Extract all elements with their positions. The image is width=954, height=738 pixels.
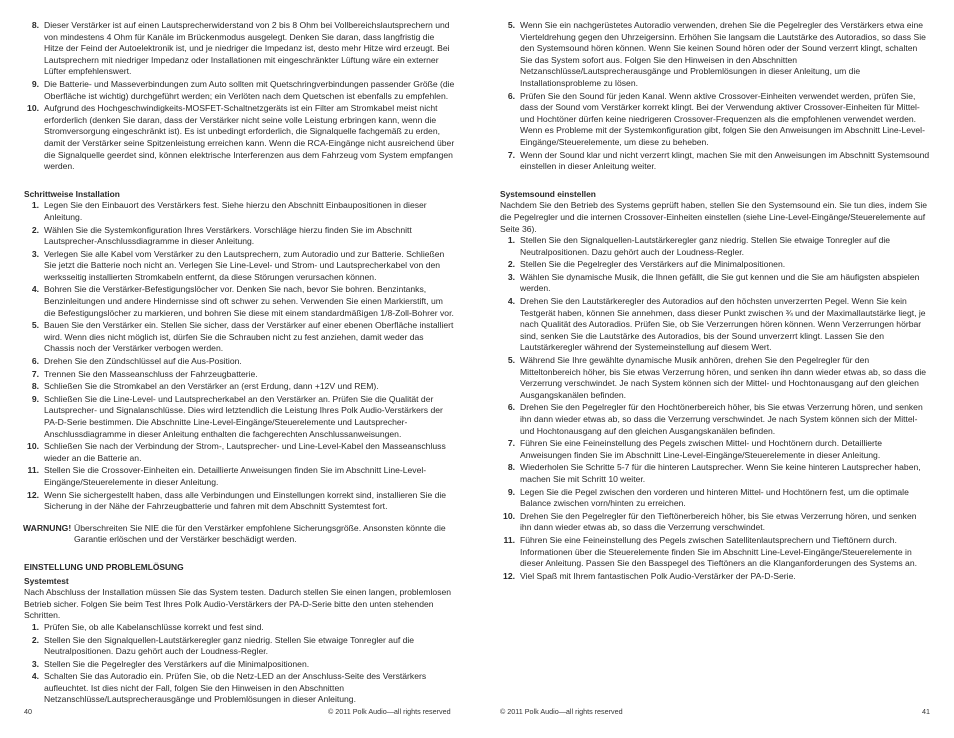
item-number: 12. bbox=[503, 570, 515, 581]
item-text: Wählen Sie die Systemkonfiguration Ihres Verstärkers. Vorschläge hierzu finden Sie im Abschnitt Lautsprecher-Anschlussdiagramme in dieser Anleitung. bbox=[44, 224, 412, 247]
item-number: 3. bbox=[31, 248, 39, 259]
warning-text: Überschreiten Sie NIE die für den Verstärker empfohlene Sicherungsgröße. Ansonsten könnte die Garantie erlöschen und der Verstärker beschädigt werden. bbox=[74, 522, 446, 545]
item-text: Schließen Sie nach der Verbindung der Strom-, Lautsprecher- und Line-Level-Kabel den Masseanschluss wieder an die Batterie an. bbox=[44, 441, 446, 463]
item-number: 9. bbox=[31, 393, 39, 404]
item-number: 4. bbox=[507, 296, 515, 307]
list-item bbox=[500, 235, 930, 258]
item-text: Führen Sie eine Feineinstellung des Pegels zwischen Satellitenlautsprechern und Tieftönern durch. Informationen über die Steuerelemente finden Sie im Abschnitt Line-Level-Eingänge/Steuerelemente in dieser Anleitung. Passen Sie den Basspegel des Tieftöners an die Klanganforderungen des Systems an. bbox=[520, 534, 918, 569]
list-item bbox=[500, 91, 930, 149]
item-number: 1. bbox=[507, 235, 515, 246]
item-text: Verlegen Sie alle Kabel vom Verstärker zu den Lautsprechern, zum Autoradio und zur Batterie. Schließen Sie jetzt die Batterie noch nicht an. Verlegen Sie Line-Level- und Strom- und Lautsprecherkabel von den werksseitig installierten Stromkabeln entfernt, da diese Störungen verursachen können. bbox=[44, 248, 445, 282]
item-text: Stellen Sie die Crossover-Einheiten ein. Detaillierte Anweisungen finden Sie im Abschnitt Line-Level-Eingänge/Steuerelemente in dieser Anleitung. bbox=[44, 465, 427, 487]
sound-list bbox=[500, 235, 930, 582]
item-text: Schließen Sie die Stromkabel an den Verstärker an (erst Erdung, dann +12V und REM). bbox=[44, 381, 379, 392]
list-item bbox=[24, 249, 456, 284]
list-item bbox=[24, 465, 456, 488]
install-heading: Schrittweise Installation bbox=[24, 188, 120, 199]
item-text: Wenn Sie ein nachgerüstetes Autoradio verwenden, drehen Sie die Pegelregler des Verstärkers etwa eine Vierteldrehung gegen den Uhrzeigersinn. Erhöhen Sie langsam die Lautstärke des Autoradios, so dass Sie den Systemsound hören können. Wenn Sie keinen Sound hören oder der Sound verzerrt klingt, schalten Sie das System sofort aus. Folgen Sie den Hinweisen in den Abschnitten Netzanschlüsse/Lautsprecherausgänge und Problemlösungen in dieser Anleitung, um die Installationsprobleme zu lösen. bbox=[520, 20, 926, 88]
item-number: 9. bbox=[31, 78, 39, 89]
item-text: Stellen Sie den Signalquellen-Lautstärkeregler ganz niedrig. Stellen Sie etwaige Tonregler auf die Neutralpositionen. Dazu gehört auch der Loudness-Regler. bbox=[520, 235, 891, 257]
list-item bbox=[24, 284, 456, 319]
warning-block bbox=[24, 523, 456, 546]
item-number: 5. bbox=[507, 355, 515, 366]
item-text: Legen Sie die Pegel zwischen den vorderen und hinteren Mittel- und Hochtönern fest, um die optimale Balance zwischen vorn/hinten zu erreichen. bbox=[520, 486, 909, 509]
item-text: Viel Spaß mit Ihrem fantastischen Polk Audio-Verstärker der PA-D-Serie. bbox=[520, 570, 796, 581]
item-text: Führen Sie eine Feineinstellung des Pegels zwischen Mittel- und Hochtönern durch. Detaillierte Anweisungen finden Sie im Abschnitt Line-Level-Eingänge/Steuerelemente in dieser Anleitung. bbox=[520, 438, 883, 460]
item-text: Schalten Sie das Autoradio ein. Prüfen Sie, ob die Netz-LED an der Anschluss-Seite des Verstärkers aufleuchtet. Ist dies nicht der Fall, folgen Sie den Hinweisen in den Abschnitten Netzanschlüsse/Lautsprecherausgänge und Problemlösungen in dieser Anleitung. bbox=[44, 671, 427, 705]
item-text: Stellen Sie die Pegelregler des Verstärkers auf die Minimalpositionen. bbox=[520, 259, 786, 270]
item-number: 5. bbox=[31, 320, 39, 331]
list-item bbox=[24, 356, 456, 368]
item-number: 10. bbox=[503, 510, 515, 521]
item-number: 11. bbox=[503, 534, 515, 545]
item-text: Schließen Sie die Line-Level- und Lautsprecherkabel an den Verstärker an. Prüfen Sie die Qualität der Lautsprecher- und Signalanschlüsse. Dies wird letztendlich die Leistung Ihres Polk Audio-Verstärkers der PA-D-Serie bestimmen. Die Abschnitte Line-Level-Eingänge/Steuerelemente und Lautsprecher-Anschlussdiagramme in dieser Anleitung enthalten die fachgerechten Anschlussanweisungen. bbox=[44, 393, 443, 439]
left-copyright: © 2011 Polk Audio—all rights reserved bbox=[328, 707, 451, 716]
list-item bbox=[500, 535, 930, 570]
list-item bbox=[24, 490, 456, 513]
item-number: 8. bbox=[507, 462, 515, 473]
list-item bbox=[24, 225, 456, 248]
systest-list-continued bbox=[500, 20, 930, 173]
right-page bbox=[500, 20, 930, 583]
list-item bbox=[24, 103, 456, 173]
item-text: Während Sie Ihre gewählte dynamische Musik anhören, drehen Sie den Pegelregler für den Mitteltonbereich höher, bis Sie etwas Verzerrung hören, und senken ihn dann wieder etwas ab, so dass die Verzerrung verschwindet. Je nach System können sich der Mittel- und Hochtonausgang auf den gleichen Ausgangskanälen befinden. bbox=[520, 355, 927, 400]
item-number: 2. bbox=[507, 259, 515, 270]
intro-list bbox=[24, 20, 456, 173]
list-item bbox=[500, 355, 930, 401]
item-number: 2. bbox=[31, 224, 39, 235]
right-page-number: 41 bbox=[922, 707, 930, 716]
item-text: Drehen Sie den Zündschlüssel auf die Aus-Position. bbox=[44, 356, 242, 367]
list-item bbox=[24, 20, 456, 78]
item-number: 3. bbox=[31, 658, 39, 669]
list-item bbox=[500, 487, 930, 510]
sound-intro: Nachdem Sie den Betrieb des Systems geprüft haben, stellen Sie den Systemsound ein. Sie tun dies, indem Sie die Pegelregler und die internen Crossover-Einheiten einstellen (siehe Line-Level-Eingänge/Steuerelemente auf Seite 36). bbox=[500, 200, 928, 234]
systest-heading: Systemtest bbox=[24, 575, 69, 586]
item-text: Wählen Sie dynamische Musik, die Ihnen gefällt, die Sie gut kennen und die Sie am häufigsten abspielen werden. bbox=[520, 271, 920, 294]
list-item bbox=[24, 441, 456, 464]
list-item bbox=[24, 622, 456, 634]
item-text: Wiederholen Sie Schritte 5-7 für die hinteren Lautsprecher. Wenn Sie keine hinteren Lautsprecher haben, machen Sie mit Schritt 10 weiter. bbox=[520, 462, 921, 484]
item-number: 11. bbox=[27, 465, 39, 476]
list-item bbox=[24, 671, 456, 706]
item-number: 7. bbox=[31, 368, 39, 379]
item-number: 4. bbox=[31, 284, 39, 295]
item-number: 8. bbox=[31, 381, 39, 392]
list-item bbox=[500, 150, 930, 173]
systest-list bbox=[24, 622, 456, 706]
list-item bbox=[24, 79, 456, 102]
item-text: Drehen Sie den Lautstärkeregler des Autoradios auf den höchsten unverzerrten Pegel. Wenn Sie kein Testgerät haben, können Sie annehmen, dass dieser Punkt zwischen ¾ und der Maximallautstärke liegt, je nach Qualität des Autoradios. Prüfen Sie, ob Sie Verzerrungen hören können. Wenn Verzerrungen hörbar sind, senken Sie die Lautstärke des Autoradios, bis der Sound unverzerrt klingt. Lassen Sie den Lautstärkeregler während der Systemeinstellung auf diesem Wert. bbox=[520, 296, 926, 353]
list-item bbox=[500, 571, 930, 583]
item-number: 4. bbox=[31, 671, 39, 682]
left-page bbox=[24, 20, 456, 707]
list-item bbox=[24, 659, 456, 671]
list-item bbox=[500, 438, 930, 461]
item-number: 1. bbox=[31, 621, 39, 632]
item-text: Bohren Sie die Verstärker-Befestigungslöcher vor. Denken Sie nach, bevor Sie bohren. Benzintanks, Benzinleitungen und andere Hindernisse sind oft schwer zu sehen. Verwenden Sie einen Markierstift, um die Befestigungslöcher zu markieren, und bohren Sie diese mit einem standardmäßigen 1/8-Zoll-Bohrer vor. bbox=[44, 284, 454, 318]
list-item bbox=[24, 320, 456, 355]
item-number: 3. bbox=[507, 271, 515, 282]
item-text: Prüfen Sie den Sound für jeden Kanal. Wenn aktive Crossover-Einheiten verwendet werden, prüfen Sie, dass der Sound vom Verstärker korrekt klingt. Bei der Verwendung aktiver Crossover-Einheiten für Mittel- und Hochtöner dürfen keine niedrigeren Crossover-Frequenzen als die empfohlenen verwendet werden. Wenn es Probleme mit der Systemkonfiguration gibt, folgen Sie den Anweisungen im Abschnitt Line-Level-Eingänge/Steuerelemente, um diese zu beheben. bbox=[520, 90, 925, 147]
list-item bbox=[500, 20, 930, 90]
item-text: Stellen Sie den Signalquellen-Lautstärkeregler ganz niedrig. Stellen Sie etwaige Tonregler auf die Neutralpositionen. Dazu gehört auch der Loudness-Regler. bbox=[44, 634, 415, 657]
item-text: Legen Sie den Einbauort des Verstärkers fest. Siehe hierzu den Abschnitt Einbaupositionen in dieser Anleitung. bbox=[44, 200, 427, 222]
item-text: Bauen Sie den Verstärker ein. Stellen Sie sicher, dass der Verstärker auf einer ebenen Oberfläche installiert wird. Wenn dies nicht möglich ist, dürfen Sie die Schrauben nicht zu fest anziehen, damit weder das Chassis noch der Verstärker verbogen werden. bbox=[44, 320, 454, 354]
list-item bbox=[500, 462, 930, 485]
left-page-number: 40 bbox=[24, 707, 32, 716]
list-item bbox=[500, 272, 930, 295]
right-copyright: © 2011 Polk Audio—all rights reserved bbox=[500, 707, 623, 716]
item-number: 6. bbox=[507, 402, 515, 413]
item-text: Wenn der Sound klar und nicht verzerrt klingt, machen Sie mit den Anweisungen im Abschnitt Systemsound einstellen in dieser Anleitung weiter. bbox=[520, 149, 930, 172]
item-number: 9. bbox=[507, 486, 515, 497]
sound-heading: Systemsound einstellen bbox=[500, 188, 596, 199]
item-text: Aufgrund des Hochgeschwindigkeits-MOSFET-Schaltnetzgeräts ist ein Filter am Stromkabel meist nicht erforderlich (denken Sie daran, dass der Verstärker nicht seine volle Leistung erbringen kann, wenn die Stromversorgung eingeschränkt ist). Es ist unbedingt erforderlich, die Signalquelle fachgemäß zu erden, damit der Verstärker seine Spitzenleistung erreichen kann. Wenn die RCA-Eingänge nicht ausreichend über die Signalquelle geerdet sind, können elektrische Interferenzen aus dem Fahrzeug vom System empfangen werden. bbox=[44, 103, 455, 172]
systest-intro: Nach Abschluss der Installation müssen Sie das System testen. Dadurch stellen Sie einen langen, problemlosen Betrieb sicher. Folgen Sie beim Test Ihres Polk Audio-Verstärkers der PA-D-Serie bitte den unten stehenden Schritten. bbox=[24, 587, 452, 621]
item-text: Trennen Sie den Masseanschluss der Fahrzeugbatterie. bbox=[44, 368, 258, 379]
list-item bbox=[500, 402, 930, 437]
item-number: 6. bbox=[507, 90, 515, 101]
list-item bbox=[500, 296, 930, 354]
section-heading: EINSTELLUNG UND PROBLEMLÖSUNG bbox=[24, 561, 184, 572]
list-item bbox=[24, 394, 456, 440]
install-list bbox=[24, 200, 456, 512]
list-item bbox=[24, 369, 456, 381]
item-number: 5. bbox=[507, 20, 515, 30]
item-number: 7. bbox=[507, 438, 515, 449]
item-number: 10. bbox=[27, 103, 39, 114]
item-number: 12. bbox=[27, 489, 39, 500]
item-number: 7. bbox=[507, 149, 515, 160]
item-text: Die Batterie- und Masseverbindungen zum Auto sollten mit Quetschringverbindungen passender Größe (die Oberfläche ist wichtig) durchgeführt werden; ein Verlöten nach dem Quetschen ist ebenfalls zu empfehlen. bbox=[44, 78, 455, 101]
item-number: 8. bbox=[31, 20, 39, 30]
list-item bbox=[500, 259, 930, 271]
warning-label: WARNUNG! bbox=[23, 522, 72, 533]
item-text: Drehen Sie den Pegelregler für den Hochtönerbereich höher, bis Sie etwas Verzerrung hören, und senken ihn dann wieder etwas ab, so dass die Verzerrung verschwindet. Je nach System können sich der Mittel- und Hochtonausgang auf den gleichen Ausgangskanälen befinden. bbox=[520, 402, 923, 436]
item-text: Wenn Sie sichergestellt haben, dass alle Verbindungen und Einstellungen korrekt sind, installieren Sie die Sicherung in der Nähe der Fahrzeugbatterie und fahren mit dem Abschnitt Systemtest fort. bbox=[44, 489, 447, 512]
item-text: Drehen Sie den Pegelregler für den Tieftönerbereich höher, bis Sie etwas Verzerrung hören, und senken ihn dann wieder etwas ab, so dass die Verzerrung verschwindet. bbox=[520, 510, 917, 533]
list-item bbox=[24, 381, 456, 393]
list-item bbox=[24, 200, 456, 223]
item-number: 1. bbox=[31, 200, 39, 211]
list-item bbox=[500, 511, 930, 534]
item-text: Stellen Sie die Pegelregler des Verstärkers auf die Minimalpositionen. bbox=[44, 658, 310, 669]
list-item bbox=[24, 635, 456, 658]
item-text: Prüfen Sie, ob alle Kabelanschlüsse korrekt und fest sind. bbox=[44, 621, 264, 632]
item-number: 6. bbox=[31, 356, 39, 367]
item-number: 2. bbox=[31, 634, 39, 645]
item-number: 10. bbox=[27, 441, 39, 452]
item-text: Dieser Verstärker ist auf einen Lautsprecherwiderstand von 2 bis 8 Ohm bei Vollbereichslautsprechern und von mindestens 4 Ohm für Kanäle im Brückenmodus ausgelegt. Denken Sie daran, dass langfristig die Hitze der Feind der Autoelektronik ist, und je niedriger die Impedanz ist, desto mehr Hitze wird erzeugt. Bei Lautsprechern mit niedriger Impedanz oder Installationen mit eingeschränkter Lüftung wäre ein externer Lüfter empfehlenswert. bbox=[44, 20, 450, 77]
